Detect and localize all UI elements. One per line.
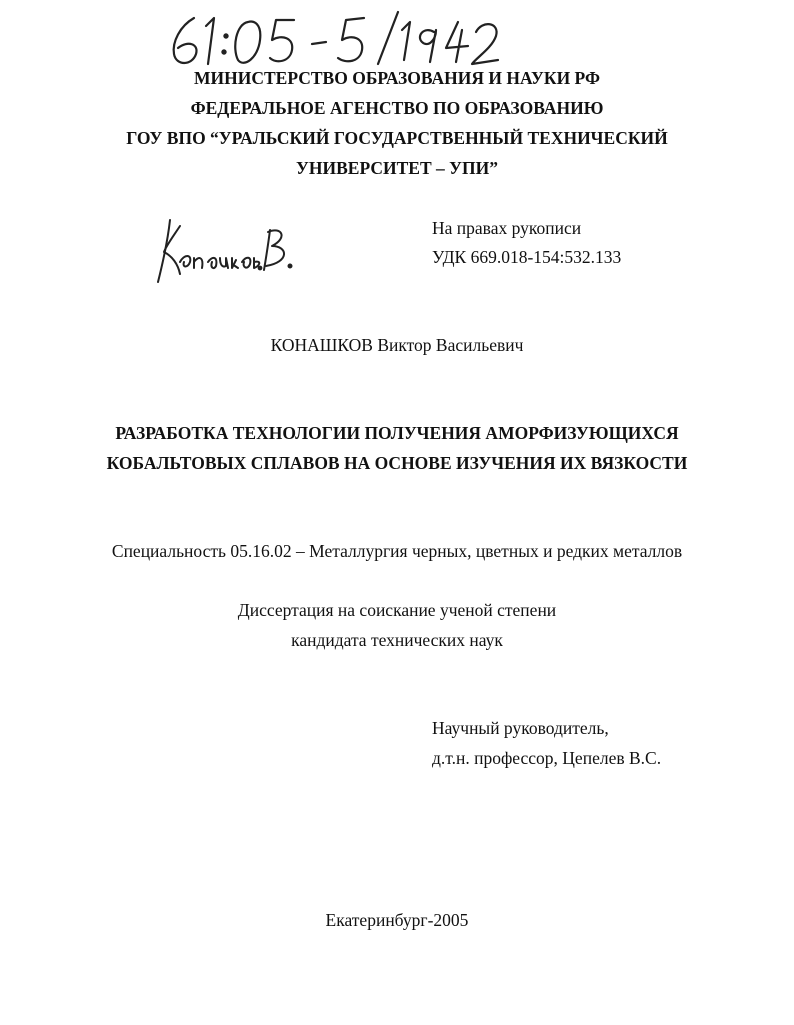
supervisor-label: Научный руководитель,	[432, 718, 609, 738]
specialty-line: Специальность 05.16.02 – Металлургия черных, цветных и редких металлов	[111, 541, 683, 561]
institution-heading-line1: ГОУ ВПО “УРАЛЬСКИЙ ГОСУДАРСТВЕННЫЙ ТЕХНИЧЕСКИЙ	[126, 128, 668, 148]
institution-heading-line2: УНИВЕРСИТЕТ – УПИ”	[296, 158, 498, 178]
dissertation-title-line2: КОБАЛЬТОВЫХ СПЛАВОВ НА ОСНОВЕ ИЗУЧЕНИЯ ИХ ВЯЗКОСТИ	[106, 453, 688, 473]
author-signature	[150, 212, 300, 290]
dissertation-title-line1: РАЗРАБОТКА ТЕХНОЛОГИИ ПОЛУЧЕНИЯ АМОРФИЗУЮЩИХСЯ	[115, 423, 679, 443]
degree-line2: кандидата технических наук	[291, 630, 503, 650]
place-and-year: Екатеринбург-2005	[325, 910, 469, 930]
supervisor-name: д.т.н. профессор, Цепелев В.С.	[432, 748, 662, 768]
udc-code: УДК 669.018-154:532.133	[432, 247, 622, 267]
manuscript-rights-note: На правах рукописи	[432, 218, 582, 238]
ministry-heading: МИНИСТЕРСТВО ОБРАЗОВАНИЯ И НАУКИ РФ	[194, 68, 600, 88]
degree-line1: Диссертация на соискание ученой степени	[237, 600, 557, 620]
author-name: КОНАШКОВ Виктор Васильевич	[270, 335, 524, 355]
agency-heading: ФЕДЕРАЛЬНОЕ АГЕНСТВО ПО ОБРАЗОВАНИЮ	[190, 98, 604, 118]
handwritten-registration-number	[166, 8, 516, 70]
